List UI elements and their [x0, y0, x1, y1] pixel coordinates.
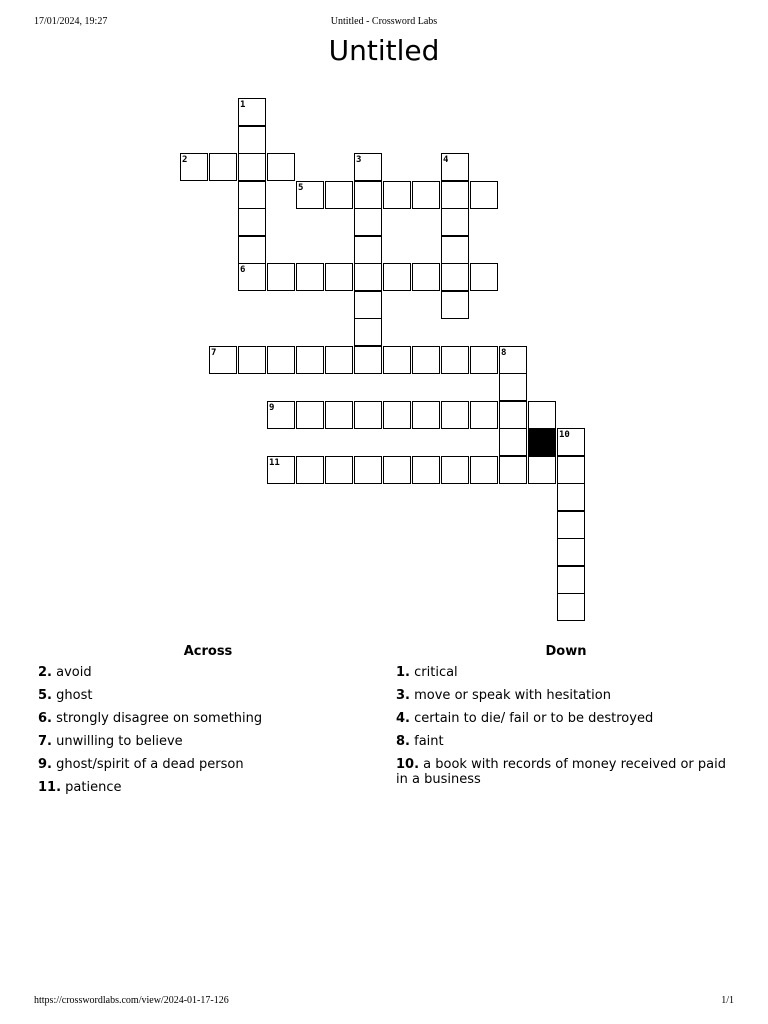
- clue-number: 9.: [38, 757, 52, 772]
- down-clue-list: [396, 665, 736, 787]
- grid-cell[interactable]: [557, 538, 585, 566]
- grid-cell[interactable]: [267, 153, 295, 181]
- clue-number: 5: [298, 182, 304, 193]
- grid-cell[interactable]: [238, 236, 266, 264]
- down-clue: [396, 757, 736, 787]
- print-url: https://crosswordlabs.com/view/2024-01-17-126: [34, 995, 229, 1006]
- clue-number: 4: [443, 155, 449, 165]
- clue-text: critical: [414, 665, 458, 680]
- grid-cell[interactable]: [238, 126, 266, 154]
- grid-cell[interactable]: [470, 181, 498, 209]
- clue-text: ghost/spirit of a dead person: [56, 757, 244, 772]
- grid-cell[interactable]: [441, 263, 469, 291]
- grid-cell[interactable]: [383, 401, 411, 429]
- grid-cell[interactable]: [296, 346, 324, 374]
- clue-number: 7: [211, 347, 217, 358]
- grid-cell[interactable]: [557, 511, 585, 539]
- down-heading: Down: [545, 644, 587, 659]
- grid-cell[interactable]: [499, 428, 527, 456]
- across-clue: [38, 734, 378, 749]
- grid-cell[interactable]: [441, 346, 469, 374]
- across-clue: [38, 780, 378, 795]
- across-clue: [38, 757, 378, 772]
- grid-cell[interactable]: [354, 456, 382, 484]
- grid-cell[interactable]: [441, 208, 469, 236]
- grid-cell[interactable]: [354, 401, 382, 429]
- clue-text: certain to die/ fail or to be destroyed: [414, 711, 654, 726]
- grid-cell[interactable]: [441, 291, 469, 319]
- clue-text: unwilling to believe: [56, 734, 183, 749]
- grid-cell[interactable]: [209, 153, 237, 181]
- clue-number: 9: [269, 402, 275, 413]
- grid-cell[interactable]: [499, 456, 527, 484]
- grid-cell[interactable]: [557, 566, 585, 594]
- grid-cell[interactable]: [470, 346, 498, 374]
- grid-cell[interactable]: [557, 593, 585, 621]
- grid-cell[interactable]: [238, 153, 266, 181]
- grid-cell[interactable]: [557, 456, 585, 484]
- across-clue: [38, 688, 378, 703]
- grid-cell[interactable]: [412, 263, 440, 291]
- grid-cell[interactable]: [441, 181, 469, 209]
- grid-cell[interactable]: [383, 456, 411, 484]
- grid-cell[interactable]: [354, 236, 382, 264]
- down-clue: [396, 711, 736, 726]
- grid-cell[interactable]: [354, 318, 382, 346]
- clue-text: move or speak with hesitation: [414, 688, 611, 703]
- across-clue: [38, 665, 378, 680]
- grid-cell[interactable]: [354, 181, 382, 209]
- down-clue: [396, 688, 736, 703]
- puzzle-title: Untitled: [328, 34, 440, 67]
- grid-cell[interactable]: [238, 208, 266, 236]
- across-clue: [38, 711, 378, 726]
- grid-cell[interactable]: [325, 181, 353, 209]
- clue-number: 1: [240, 100, 246, 110]
- clue-number: 8.: [396, 734, 410, 749]
- grid-cell[interactable]: [325, 263, 353, 291]
- clue-text: ghost: [56, 688, 93, 703]
- grid-cell[interactable]: [267, 346, 295, 374]
- grid-cell[interactable]: [441, 236, 469, 264]
- clue-number: 10.: [396, 757, 420, 772]
- grid-cell[interactable]: [528, 401, 556, 429]
- clue-number: 11: [269, 457, 280, 468]
- clue-number: 2: [182, 155, 188, 165]
- across-clues: [38, 644, 378, 803]
- clue-number: 6.: [38, 711, 52, 726]
- clue-number: 10: [559, 430, 570, 440]
- grid-cell[interactable]: [354, 346, 382, 374]
- grid-cell[interactable]: [383, 263, 411, 291]
- grid-cell[interactable]: [470, 456, 498, 484]
- grid-cell[interactable]: [412, 456, 440, 484]
- grid-cell[interactable]: [441, 456, 469, 484]
- grid-cell[interactable]: [528, 456, 556, 484]
- clue-number: 11.: [38, 780, 62, 795]
- grid-cell[interactable]: [383, 346, 411, 374]
- grid-cell[interactable]: [267, 263, 295, 291]
- clue-text: patience: [65, 780, 122, 795]
- grid-cell[interactable]: [238, 346, 266, 374]
- grid-cell[interactable]: [470, 263, 498, 291]
- grid-cell[interactable]: [354, 208, 382, 236]
- grid-cell[interactable]: [296, 263, 324, 291]
- clue-number: 6: [240, 265, 246, 275]
- clue-text: avoid: [56, 665, 92, 680]
- print-doc-title: Untitled - Crossword Labs: [330, 16, 438, 27]
- grid-cell[interactable]: [238, 181, 266, 209]
- grid-cell[interactable]: [354, 291, 382, 319]
- grid-cell[interactable]: [383, 181, 411, 209]
- down-clues: [396, 644, 736, 795]
- page-number: 1/1: [721, 995, 734, 1006]
- grid-cell[interactable]: [325, 456, 353, 484]
- grid-cell[interactable]: [354, 263, 382, 291]
- grid-cell[interactable]: [441, 401, 469, 429]
- print-datetime: 17/01/2024, 19:27: [34, 16, 108, 27]
- grid-block: [528, 428, 556, 456]
- clue-text: faint: [414, 734, 444, 749]
- grid-cell[interactable]: [325, 401, 353, 429]
- clue-number: 8: [501, 347, 507, 358]
- clue-number: 3.: [396, 688, 410, 703]
- clue-text: strongly disagree on something: [56, 711, 263, 726]
- grid-cell[interactable]: [499, 401, 527, 429]
- clue-number: 2.: [38, 665, 52, 680]
- grid-cell[interactable]: [412, 346, 440, 374]
- across-clue-list: [38, 665, 378, 795]
- across-heading: Across: [183, 644, 233, 659]
- grid-cell[interactable]: [296, 401, 324, 429]
- down-clue: [396, 665, 736, 680]
- clue-number: 3: [356, 155, 362, 165]
- print-footer: [34, 995, 734, 1009]
- grid-cell[interactable]: [557, 483, 585, 511]
- grid-cell[interactable]: [412, 401, 440, 429]
- grid-cell[interactable]: [296, 456, 324, 484]
- grid-cell[interactable]: [499, 373, 527, 401]
- grid-cell[interactable]: [470, 401, 498, 429]
- grid-cell[interactable]: [325, 346, 353, 374]
- clue-number: 7.: [38, 734, 52, 749]
- clue-number: 1.: [396, 665, 410, 680]
- clue-text: a book with records of money received or paid in a business: [396, 757, 726, 787]
- grid-cell[interactable]: [412, 181, 440, 209]
- down-clue: [396, 734, 736, 749]
- clue-number: 4.: [396, 711, 410, 726]
- clue-number: 5.: [38, 688, 52, 703]
